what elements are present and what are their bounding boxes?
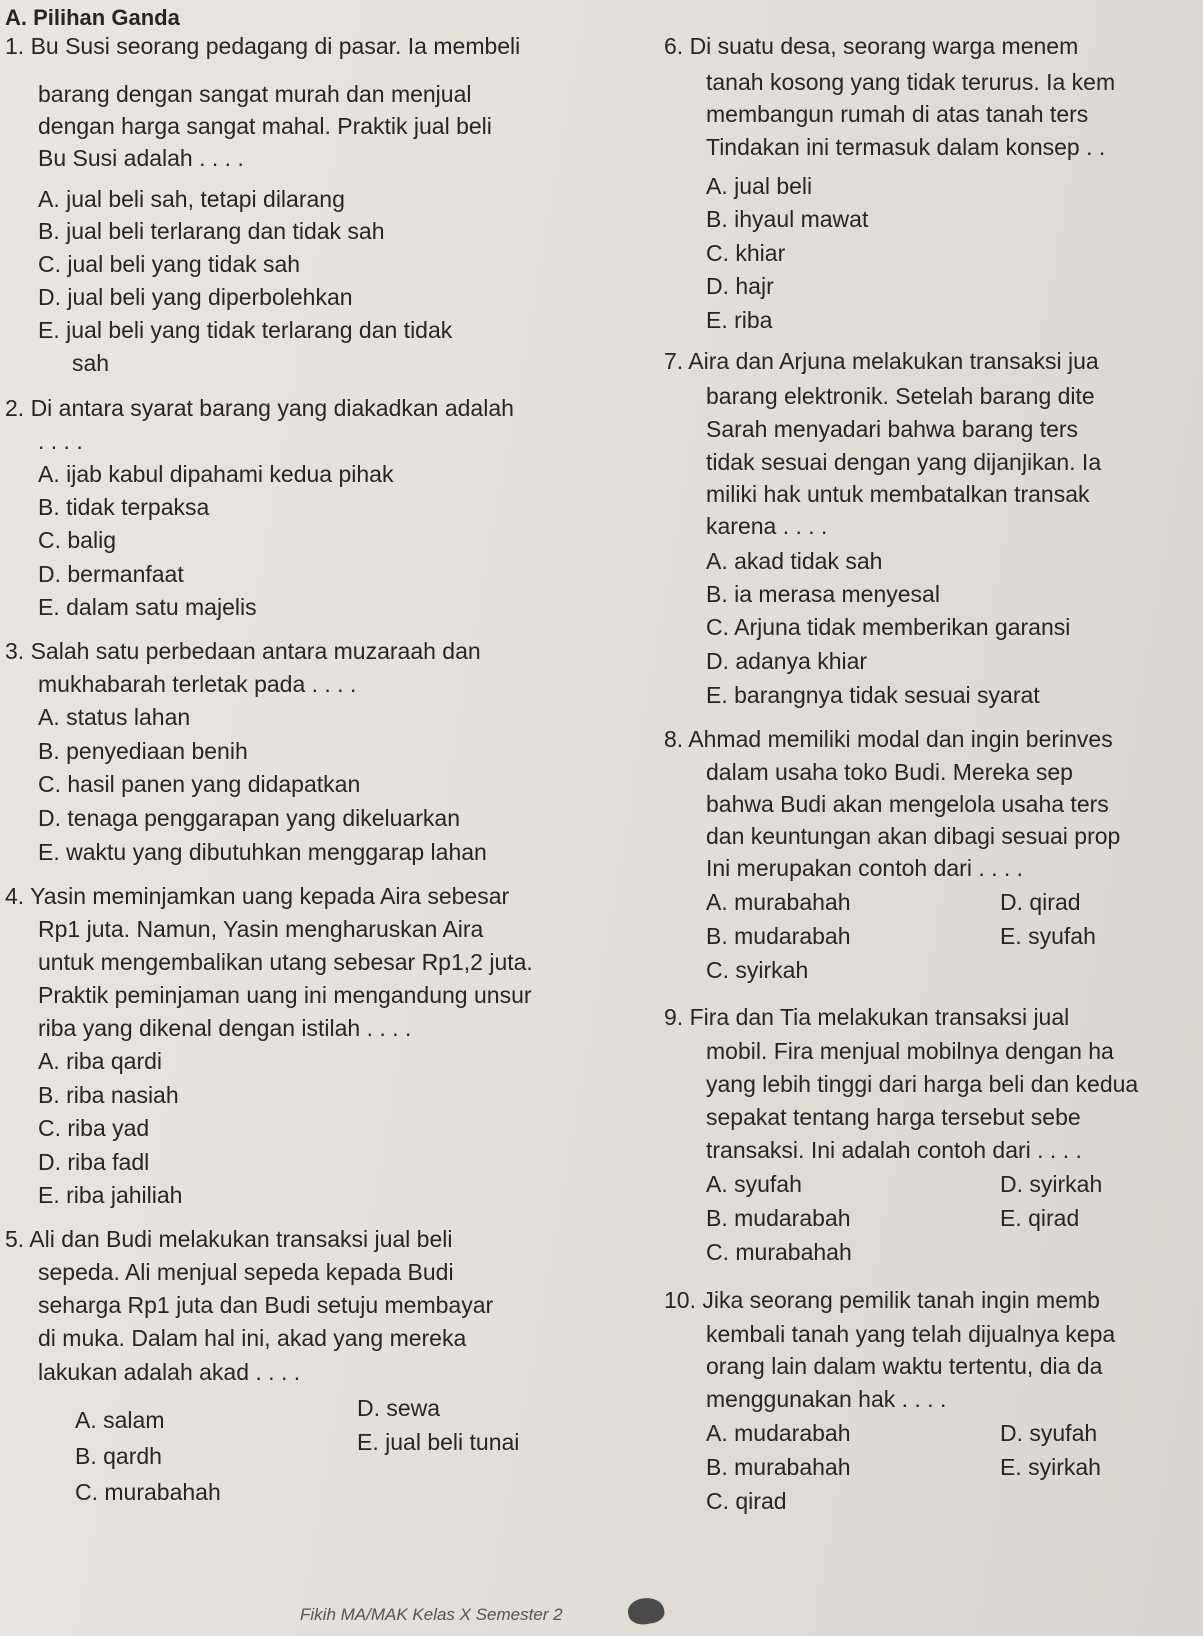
- left-column-line: C. murabahah: [75, 1479, 221, 1505]
- left-column-line: D. sewa: [357, 1395, 441, 1421]
- right-column-line: Sarah menyadari bahwa barang ters: [706, 416, 1079, 442]
- right-column-line: C. murabahah: [706, 1239, 852, 1265]
- left-column-line: sah: [72, 350, 110, 376]
- left-column-line: E. riba jahiliah: [38, 1182, 183, 1208]
- right-column-line: E. syirkah: [1000, 1454, 1101, 1480]
- left-column-line: 1. Bu Susi seorang pedagang di pasar. Ia membeli: [5, 33, 521, 59]
- left-column-line: dengan harga sangat mahal. Praktik jual beli: [38, 113, 492, 139]
- right-column-line: Tindakan ini termasuk dalam konsep . .: [706, 134, 1106, 160]
- right-column-line: B. ia merasa menyesal: [706, 581, 940, 607]
- right-column-line: D. adanya khiar: [706, 648, 868, 674]
- left-column-line: Praktik peminjaman uang ini mengandung unsur: [38, 982, 532, 1008]
- right-column-line: yang lebih tinggi dari harga beli dan kedua: [706, 1071, 1139, 1097]
- right-column-line: C. khiar: [706, 240, 786, 266]
- left-column-line: Rp1 juta. Namun, Yasin mengharuskan Aira: [38, 916, 484, 942]
- left-column-line: E. waktu yang dibutuhkan menggarap lahan: [38, 839, 487, 865]
- right-column-line: D. qirad: [1000, 889, 1081, 915]
- right-column-line: C. qirad: [706, 1488, 787, 1514]
- right-column-line: bahwa Budi akan mengelola usaha ters: [706, 791, 1109, 817]
- right-column-line: 9. Fira dan Tia melakukan transaksi jual: [664, 1004, 1070, 1030]
- right-column-line: barang elektronik. Setelah barang dite: [706, 383, 1095, 409]
- right-column-line: E. syufah: [1000, 923, 1096, 949]
- right-column-line: 7. Aira dan Arjuna melakukan transaksi jua: [664, 348, 1099, 374]
- right-column-line: kembali tanah yang telah dijualnya kepa: [706, 1321, 1116, 1347]
- left-column-line: B. riba nasiah: [38, 1082, 179, 1108]
- right-column-line: C. syirkah: [706, 957, 809, 983]
- right-column-line: A. akad tidak sah: [706, 548, 883, 574]
- right-column-line: sepakat tentang harga tersebut sebe: [706, 1104, 1081, 1130]
- right-column-line: A. syufah: [706, 1171, 802, 1197]
- left-column-line: C. riba yad: [38, 1115, 150, 1141]
- right-column-line: B. mudarabah: [706, 923, 851, 949]
- left-column-line: E. jual beli tunai: [357, 1429, 520, 1455]
- right-column-line: dan keuntungan akan dibagi sesuai prop: [706, 823, 1121, 849]
- page-footer: Fikih MA/MAK Kelas X Semester 2: [300, 1605, 563, 1624]
- left-column-line: A. status lahan: [38, 704, 191, 730]
- right-column-line: tanah kosong yang tidak terurus. Ia kem: [706, 69, 1116, 95]
- right-column-line: E. qirad: [1000, 1205, 1080, 1231]
- left-column-line: C. balig: [38, 527, 116, 553]
- right-column-line: mobil. Fira menjual mobilnya dengan ha: [706, 1038, 1114, 1064]
- left-column-line: . . . .: [38, 428, 83, 454]
- left-column-line: D. riba fadl: [38, 1149, 150, 1175]
- right-column-line: B. murabahah: [706, 1454, 851, 1480]
- left-column-line: riba yang dikenal dengan istilah . . . .: [38, 1015, 412, 1041]
- left-column-line: 2. Di antara syarat barang yang diakadkan adalah: [5, 395, 514, 421]
- right-column-line: orang lain dalam waktu tertentu, dia da: [706, 1353, 1103, 1379]
- right-column-line: E. barangnya tidak sesuai syarat: [706, 682, 1040, 708]
- left-column-line: seharga Rp1 juta dan Budi setuju membayar: [38, 1292, 494, 1318]
- section-title: A. Pilihan Ganda: [5, 5, 180, 30]
- left-column-line: 4. Yasin meminjamkan uang kepada Aira sebesar: [5, 883, 510, 909]
- ink-smudge: [626, 1595, 666, 1627]
- left-column-line: A. riba qardi: [38, 1048, 163, 1074]
- left-column-line: di muka. Dalam hal ini, akad yang mereka: [38, 1325, 467, 1351]
- right-column-line: A. murabahah: [706, 889, 851, 915]
- right-column-line: 6. Di suatu desa, seorang warga menem: [664, 33, 1079, 59]
- right-column-line: karena . . . .: [706, 513, 828, 539]
- left-column-line: E. dalam satu majelis: [38, 594, 257, 620]
- right-column-line: miliki hak untuk membatalkan transak: [706, 481, 1090, 507]
- left-column-line: B. tidak terpaksa: [38, 494, 210, 520]
- left-column-line: 5. Ali dan Budi melakukan transaksi jual beli: [5, 1226, 453, 1252]
- left-column-line: E. jual beli yang tidak terlarang dan tidak: [38, 317, 453, 343]
- right-column-line: D. syufah: [1000, 1420, 1098, 1446]
- left-column-line: A. ijab kabul dipahami kedua pihak: [38, 461, 394, 487]
- left-column-line: untuk mengembalikan utang sebesar Rp1,2 juta.: [38, 949, 533, 975]
- right-column-line: D. hajr: [706, 273, 774, 299]
- left-column-line: lakukan adalah akad . . . .: [38, 1359, 301, 1385]
- right-column-line: B. mudarabah: [706, 1205, 851, 1231]
- right-column-line: 10. Jika seorang pemilik tanah ingin memb: [664, 1287, 1100, 1313]
- left-column-line: A. jual beli sah, tetapi dilarang: [38, 186, 345, 212]
- right-column-line: menggunakan hak . . . .: [706, 1386, 947, 1412]
- left-column-line: C. jual beli yang tidak sah: [38, 251, 301, 277]
- right-column-line: 8. Ahmad memiliki modal dan ingin berinves: [664, 726, 1113, 752]
- right-column-line: A. jual beli: [706, 173, 813, 199]
- left-column-line: B. jual beli terlarang dan tidak sah: [38, 218, 385, 244]
- right-column-line: E. riba: [706, 307, 773, 333]
- right-column-line: A. mudarabah: [706, 1420, 851, 1446]
- left-column-line: C. hasil panen yang didapatkan: [38, 771, 361, 797]
- right-column-line: C. Arjuna tidak memberikan garansi: [706, 614, 1071, 640]
- right-column-line: transaksi. Ini adalah contoh dari . . . .: [706, 1137, 1082, 1163]
- left-column-line: sepeda. Ali menjual sepeda kepada Budi: [38, 1259, 454, 1285]
- left-column-line: B. qardh: [75, 1443, 162, 1469]
- right-column-line: Ini merupakan contoh dari . . . .: [706, 855, 1024, 881]
- left-column-line: D. bermanfaat: [38, 561, 184, 587]
- right-column-line: D. syirkah: [1000, 1171, 1103, 1197]
- left-column-line: B. penyediaan benih: [38, 738, 248, 764]
- right-column-line: B. ihyaul mawat: [706, 206, 869, 232]
- left-column-line: D. jual beli yang diperbolehkan: [38, 284, 353, 310]
- left-column-line: barang dengan sangat murah dan menjual: [38, 81, 472, 107]
- left-column-line: Bu Susi adalah . . . .: [38, 145, 244, 171]
- right-column-line: tidak sesuai dengan yang dijanjikan. Ia: [706, 449, 1102, 475]
- left-column-line: mukhabarah terletak pada . . . .: [38, 671, 357, 697]
- left-column-line: 3. Salah satu perbedaan antara muzaraah dan: [5, 638, 481, 664]
- right-column-line: dalam usaha toko Budi. Mereka sep: [706, 759, 1073, 785]
- right-column-line: membangun rumah di atas tanah ters: [706, 101, 1089, 127]
- left-column-line: D. tenaga penggarapan yang dikeluarkan: [38, 805, 460, 831]
- left-column-line: A. salam: [75, 1407, 165, 1433]
